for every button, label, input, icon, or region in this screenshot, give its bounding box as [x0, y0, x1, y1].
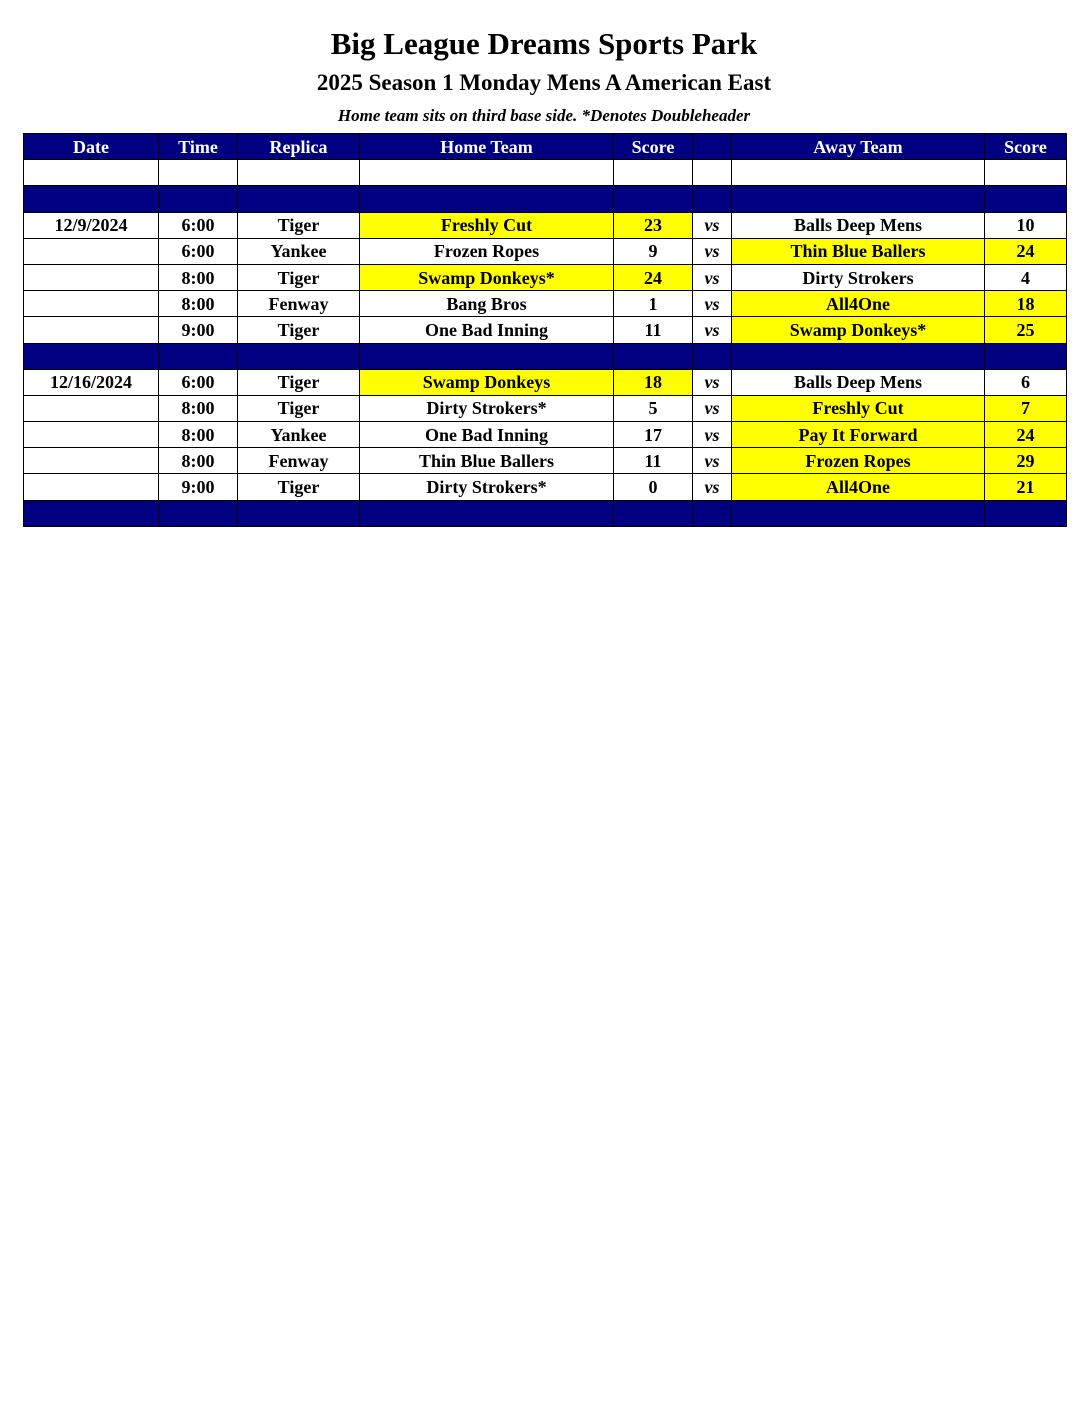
time-cell: 9:00	[159, 317, 238, 343]
away-score-cell: 7	[985, 395, 1067, 421]
empty-cell	[24, 160, 159, 186]
vs-cell: vs	[693, 369, 732, 395]
page-title: Big League Dreams Sports Park	[330, 26, 758, 61]
empty-cell	[985, 160, 1067, 186]
date-cell: 12/9/2024	[24, 212, 159, 238]
time-cell: 8:00	[159, 264, 238, 290]
home-team-cell: Freshly Cut	[360, 212, 614, 238]
away-team-cell: Balls Deep Mens	[732, 369, 985, 395]
away-score-cell: 24	[985, 238, 1067, 264]
replica-cell: Yankee	[238, 422, 360, 448]
home-team-cell: One Bad Inning	[360, 422, 614, 448]
replica-cell: Tiger	[238, 474, 360, 500]
separator-cell	[693, 343, 732, 369]
away-team-cell: Pay It Forward	[732, 422, 985, 448]
separator-cell	[24, 500, 159, 526]
game-row	[24, 474, 1067, 500]
date-cell	[24, 395, 159, 421]
home-team-cell: One Bad Inning	[360, 317, 614, 343]
home-score-cell: 17	[614, 422, 693, 448]
separator-cell	[614, 500, 693, 526]
separator-cell	[159, 186, 238, 212]
column-header-replica: Replica	[238, 134, 360, 160]
replica-cell: Fenway	[238, 291, 360, 317]
vs-cell: vs	[693, 291, 732, 317]
column-header-away-team: Away Team	[732, 134, 985, 160]
time-cell: 8:00	[159, 448, 238, 474]
column-header-away-score: Score	[985, 134, 1067, 160]
replica-cell: Tiger	[238, 212, 360, 238]
schedule-table	[23, 133, 1067, 527]
away-team-cell: Frozen Ropes	[732, 448, 985, 474]
away-team-cell: Dirty Strokers	[732, 264, 985, 290]
header-row	[24, 134, 1067, 160]
away-score-cell: 6	[985, 369, 1067, 395]
separator-cell	[360, 500, 614, 526]
home-team-cell: Bang Bros	[360, 291, 614, 317]
away-score-cell: 29	[985, 448, 1067, 474]
home-score-cell: 9	[614, 238, 693, 264]
vs-cell: vs	[693, 474, 732, 500]
vs-cell: vs	[693, 212, 732, 238]
empty-cell	[614, 160, 693, 186]
column-header-time: Time	[159, 134, 238, 160]
empty-cell	[238, 160, 360, 186]
empty-row	[24, 160, 1067, 186]
separator-cell	[24, 186, 159, 212]
home-score-cell: 11	[614, 317, 693, 343]
away-team-cell: All4One	[732, 474, 985, 500]
home-team-cell: Dirty Strokers*	[360, 395, 614, 421]
date-cell	[24, 422, 159, 448]
away-score-cell: 10	[985, 212, 1067, 238]
game-row	[24, 264, 1067, 290]
date-cell	[24, 317, 159, 343]
separator-cell	[614, 343, 693, 369]
time-cell: 9:00	[159, 474, 238, 500]
away-team-cell: All4One	[732, 291, 985, 317]
away-score-cell: 21	[985, 474, 1067, 500]
separator-cell	[238, 500, 360, 526]
separator-cell	[985, 186, 1067, 212]
vs-cell: vs	[693, 264, 732, 290]
replica-cell: Tiger	[238, 317, 360, 343]
separator-row	[24, 500, 1067, 526]
column-header-date: Date	[24, 134, 159, 160]
empty-cell	[732, 160, 985, 186]
time-cell: 6:00	[159, 212, 238, 238]
replica-cell: Tiger	[238, 264, 360, 290]
game-row	[24, 422, 1067, 448]
time-cell: 8:00	[159, 422, 238, 448]
separator-cell	[732, 186, 985, 212]
separator-cell	[985, 500, 1067, 526]
home-team-cell: Frozen Ropes	[360, 238, 614, 264]
game-row	[24, 317, 1067, 343]
home-score-cell: 5	[614, 395, 693, 421]
separator-cell	[360, 343, 614, 369]
game-row	[24, 395, 1067, 421]
game-row	[24, 212, 1067, 238]
separator-cell	[732, 500, 985, 526]
home-score-cell: 0	[614, 474, 693, 500]
time-cell: 6:00	[159, 238, 238, 264]
away-score-cell: 4	[985, 264, 1067, 290]
away-score-cell: 18	[985, 291, 1067, 317]
date-cell	[24, 448, 159, 474]
vs-cell: vs	[693, 448, 732, 474]
separator-cell	[360, 186, 614, 212]
separator-cell	[693, 500, 732, 526]
empty-cell	[693, 160, 732, 186]
doubleheader-note: Home team sits on third base side. *Denotes Doubleheader	[337, 106, 751, 125]
away-team-cell: Thin Blue Ballers	[732, 238, 985, 264]
away-score-cell: 25	[985, 317, 1067, 343]
game-row	[24, 369, 1067, 395]
home-team-cell: Swamp Donkeys	[360, 369, 614, 395]
replica-cell: Yankee	[238, 238, 360, 264]
date-cell	[24, 474, 159, 500]
away-score-cell: 24	[985, 422, 1067, 448]
home-score-cell: 11	[614, 448, 693, 474]
date-cell: 12/16/2024	[24, 369, 159, 395]
separator-cell	[159, 500, 238, 526]
game-row	[24, 291, 1067, 317]
date-cell	[24, 291, 159, 317]
page-subtitle: 2025 Season 1 Monday Mens A American East	[316, 70, 772, 95]
home-score-cell: 18	[614, 369, 693, 395]
away-team-cell: Balls Deep Mens	[732, 212, 985, 238]
away-team-cell: Freshly Cut	[732, 395, 985, 421]
empty-cell	[360, 160, 614, 186]
home-score-cell: 23	[614, 212, 693, 238]
empty-cell	[159, 160, 238, 186]
date-cell	[24, 238, 159, 264]
column-header-vs	[693, 134, 732, 160]
vs-cell: vs	[693, 395, 732, 421]
replica-cell: Fenway	[238, 448, 360, 474]
time-cell: 6:00	[159, 369, 238, 395]
time-cell: 8:00	[159, 291, 238, 317]
away-team-cell: Swamp Donkeys*	[732, 317, 985, 343]
vs-cell: vs	[693, 317, 732, 343]
vs-cell: vs	[693, 238, 732, 264]
home-team-cell: Swamp Donkeys*	[360, 264, 614, 290]
home-score-cell: 1	[614, 291, 693, 317]
separator-cell	[238, 343, 360, 369]
time-cell: 8:00	[159, 395, 238, 421]
home-score-cell: 24	[614, 264, 693, 290]
game-row	[24, 238, 1067, 264]
game-row	[24, 448, 1067, 474]
separator-cell	[24, 343, 159, 369]
home-team-cell: Thin Blue Ballers	[360, 448, 614, 474]
separator-cell	[693, 186, 732, 212]
separator-cell	[159, 343, 238, 369]
separator-cell	[614, 186, 693, 212]
separator-cell	[732, 343, 985, 369]
replica-cell: Tiger	[238, 369, 360, 395]
home-team-cell: Dirty Strokers*	[360, 474, 614, 500]
schedule-body	[24, 160, 1067, 527]
vs-cell: vs	[693, 422, 732, 448]
date-cell	[24, 264, 159, 290]
separator-row	[24, 343, 1067, 369]
separator-cell	[985, 343, 1067, 369]
column-header-home-score: Score	[614, 134, 693, 160]
separator-cell	[238, 186, 360, 212]
replica-cell: Tiger	[238, 395, 360, 421]
separator-row	[24, 186, 1067, 212]
column-header-home-team: Home Team	[360, 134, 614, 160]
